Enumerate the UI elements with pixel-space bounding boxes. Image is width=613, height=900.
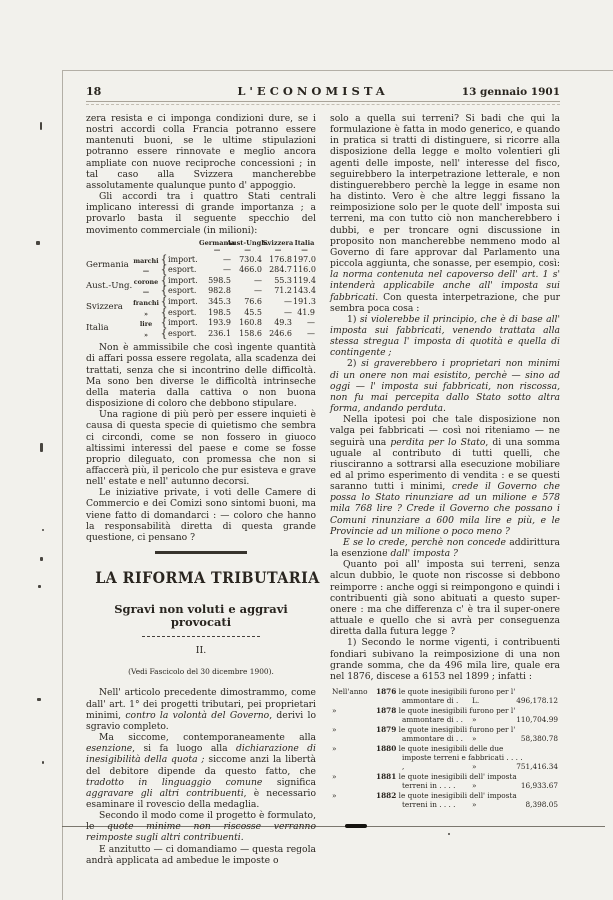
table-header-italia: Italia — [294, 238, 315, 255]
table-header-germania: Germania — [198, 238, 236, 255]
text-columns [86, 113, 560, 866]
table-row: — { esport. 982.8 — 71.2 143.4 [142, 284, 316, 298]
paragraph: Una ragione di più però per essere inquieti è causa di questa specie di quietismo che sembra ci circondi, come se non fossero in giuoco altissimi interessi del paese e come se fosse proprio dileguato, con promessa che non si affaccerà più, il pericolo che pur esisteva e grave nell' estate e nell' autunno decorsi. [86, 409, 316, 488]
margin-ink-speck [36, 241, 40, 245]
table-row: Svizzera franchi { import. 345.3 76.6 — 191.3 [86, 294, 316, 312]
trade-table [86, 240, 316, 340]
amount: » 110,704.99 [472, 714, 558, 724]
amount: L. 496,178.12 [472, 695, 558, 705]
paragraph: E se lo crede, perchè non concede addirittura la esenzione dall' imposta ? [330, 536, 560, 560]
paragraph: Le iniziative private, i voti delle Camere di Commercio e dei Comizi sono sintomi buoni, ma viene fatto di domandarci : — coloro che hanno la responsabilità diretta di questa grande questione, ci pensano ? [86, 487, 316, 543]
paragraph: Nell' articolo precedente dimostrammo, come dall' art. 1° dei progetti tributari, pei proprietari minimi, contro la volontà del Governo, derivi lo sgravio completo. [86, 687, 316, 732]
page-content [86, 84, 560, 866]
page-edge-line-horizontal [62, 70, 613, 71]
margin-ink-speck [42, 529, 44, 531]
row-country: Italia [86, 323, 109, 334]
numbered-item-2: 2) si graverebbero i proprietari non minimi di un onere non mai esistito, perchè — sino ad oggi — l' imposta sui fabbricati, non riscossa, non fu mai percepita dallo Stato sotto altra forma, andando perduta. [330, 358, 560, 415]
row-country: Svizzera [86, 301, 123, 312]
subtitle-rule [142, 636, 260, 637]
list-item: » 1880 le quote inesigibili delle due imposte terreni e fabbricati . . . . , » 751,416.34 [332, 743, 558, 771]
paragraph: Gli accordi tra i quattro Stati centrali implicano interessi di grande importanza ; a provarlo basta il seguente specchio del movimento commerciale (in milioni): [86, 191, 316, 236]
page-edge-line-vertical [62, 70, 63, 900]
paragraph: solo a quella sui terreni? Si badi che qui la formulazione è fatta in modo generico, e quando in pratica si tratti di distinguere, si ricorre alla disposizione della legge e molto volentieri gli agenti delle imposte, nell' interesse del fisco, seguirebbero la interpetrazione letterale, e non distinguerebbero perchè la legge in esame non ha distinto. Vero è che altre leggi fissano la reimposizione solo per le quote dell' imposta sui terreni, ma con tutto ciò non mancherebbero i dubbi, e per troncare ogni discussione in proposito non mancherebbe nemmeno modo al Governo di fare approvar dal Parlamento una piccola aggiunta, che sonasse, per esempio, così: la norma contenuta nel capoverso dell' art. 1 s' intenderà applicabile anche all' imposta sui fabbricati. Con questa interpetrazione, che pur sembra poca cosa : [330, 113, 560, 314]
amount: » 16,933.67 [472, 780, 558, 790]
section-divider [155, 551, 247, 554]
paragraph: 1) Secondo le norme vigenti, i contribuenti fondiari subivano la reimposizione di una non grande somma, che da 496 mila lire, quale era nel 1876, discese a 6153 nel 1899 ; infatti : [330, 637, 560, 682]
list-item: » 1878 le quote inesigibili furono per l' ammontare di . . » 110,704.99 [332, 705, 558, 724]
row-country: Germania [86, 259, 129, 270]
article-body [86, 687, 316, 866]
table-header-svizzera: Svizzera — [262, 238, 294, 255]
header-rule [86, 101, 560, 105]
list-item: » 1881 le quote inesigibili dell' imposta terreni in . . . . » 16,933.67 [332, 771, 558, 790]
amount: » 751,416.34 [472, 761, 558, 771]
page-header [86, 84, 560, 98]
list-item: » 1879 le quote inesigibili furono per l' ammontare di . . » 58,380.78 [332, 724, 558, 743]
left-column [86, 113, 320, 866]
table-row: » { esport. 198.5 45.5 — 41.9 [144, 305, 315, 319]
margin-ink-speck [37, 698, 41, 701]
list-item: » 1882 le quote inesigibili dell' imposta terreni in . . . . » 8,398.05 [332, 790, 558, 809]
section-number: II. [195, 645, 207, 657]
paragraph: Ma siccome, contemporaneamente alla esenzione, si fa luogo alla dichiarazione di inesigibilità della quota ; siccome anzi la libertà del debitore dipende da questo fatto, che tradotto in linguaggio comune significa aggravare gli altri contribuenti, è necessario esaminare il rovescio della medaglia. [86, 732, 317, 810]
margin-ink-speck [40, 443, 43, 452]
paragraph: zera resista e ci imponga condizioni dure, se i nostri accordi colla Francia potranno essere mantenuti buoni, se le ultime stipulazioni potranno essere rinnovate e meglio ancora ampliate con nuove reciproche concessioni ; in tal caso alla Svizzera mancherebbe assolutamente qualunque punto d' appoggio. [86, 113, 316, 191]
paragraph: E anzitutto — ci domandiamo — questa regola andrà applicata ad ambedue le imposte o [86, 843, 316, 866]
journal-title: L'ECONOMISTA [237, 84, 389, 98]
row-country: Aust.-Ung. [86, 280, 133, 291]
table-row: Germania marchi { import. — 730.4 176.8 197.0 [86, 252, 316, 270]
paragraph: Nella ipotesi poi che tale disposizione non valga pei fabbricati — così noi riteniamo — ne seguirà una perdita per lo Stato, di una somma uguale al contributo di tutti quelli, che riusciranno a sottrarsi alla esecuzione mobiliare ed al primo esperimento di vendita : e se questi saranno tutti i minimi, crede il Governo che possa lo Stato rinunziare ad un milione e 578 mila 768 lire ? Crede il Governo che possano i Comuni rinunziare a 600 mila lire e più, e le Provincie ad un milione o poco meno ? [330, 414, 560, 537]
margin-ink-speck [42, 761, 44, 764]
page-number: 18 [86, 85, 102, 98]
article-reference: (Vedi Fascicolo del 30 dicembre 1900). [128, 667, 274, 677]
paragraph: Quanto poi all' imposta sui terreni, senza alcun dubbio, le quote non riscosse si debbono reimporre : anche oggi si reimpongono e quindi i contribuenti già sono abituati a questo super-onere : ma che differenza c' è tra il super-onere attuale e quello che si avrà per conseguenza diretta dalla futura legge ? [330, 559, 560, 638]
inexigible-quotas-list [330, 687, 560, 809]
table-row: Aust.-Ung. corone { import. 598.5 — 55.3 119.4 [86, 273, 316, 291]
trade-table-header-row [86, 240, 316, 255]
margin-ink-speck [40, 557, 43, 561]
paragraph: Secondo il modo come il progetto è formulato, le quote minime non riscosse verranno reimposte sugli altri contribuenti. [86, 810, 317, 844]
article-title: LA RIFORMA TRIBUTARIA [95, 568, 320, 588]
article-subtitle: Sgravi non voluti e aggravi provocati [114, 602, 288, 630]
list-item: Nell'anno 1876 le quote inesigibili furono per l' ammontare di . L. 496,178.12 [332, 686, 558, 705]
table-row: » { esport. 236.1 158.6 246.6 — [144, 326, 315, 340]
right-column [330, 113, 560, 866]
amount: » 8,398.05 [472, 799, 558, 809]
table-header-aust-ungh: Aust-Ungh. — [226, 238, 269, 255]
issue-date: 13 gennaio 1901 [461, 86, 560, 98]
amount: » 58,380.78 [472, 733, 558, 743]
margin-ink-speck [40, 122, 42, 130]
margin-ink-speck [38, 585, 41, 588]
paragraph: Non è ammissibile che così ingente quantità di affari possa essere regolata, alla scadenza dei trattati, senza che si incontrino delle difficoltà. Ma sono ben diverse le difficoltà intrinseche della materia dalla cattiva o non buona disposizione di coloro che debbono stipulare. [86, 342, 316, 410]
table-row: — { esport. — 466.0 284.7 116.0 [142, 263, 316, 277]
table-row: Italia lire { import. 193.9 160.8 49.3 — [86, 316, 315, 334]
numbered-item-1: 1) si violerebbe il principio, che è di base all' imposta sui fabbricati, venendo trattata alla stessa stregua l' imposta di quotità e quella di contingente ; [330, 313, 560, 359]
